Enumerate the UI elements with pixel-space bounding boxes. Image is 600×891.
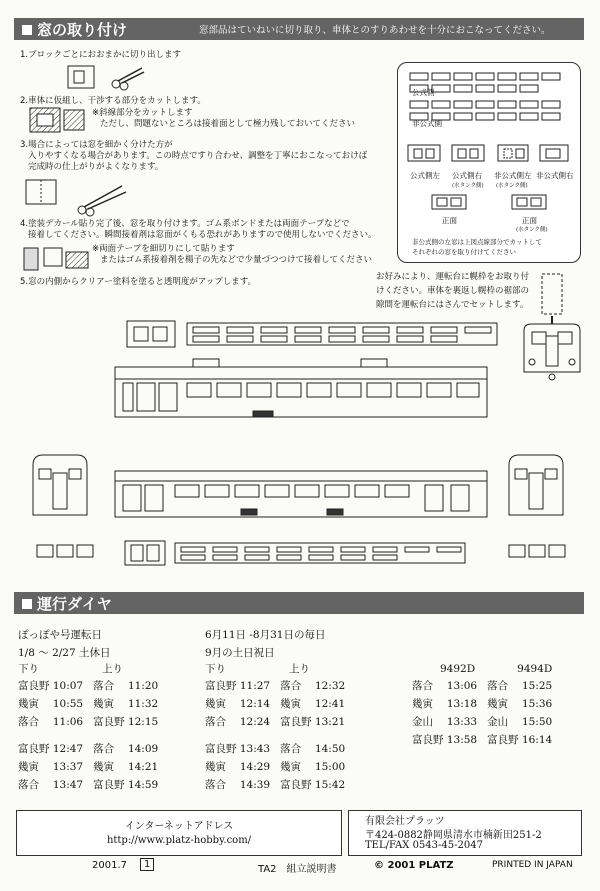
gangway-note-1: お好みにより、運転台に幌枠をお取り付 (376, 272, 530, 282)
step-2-sub-2: ただし、問題ないところは接着面として極力残しておいてください (100, 119, 356, 129)
label-non-official-left: 非公式側左 (494, 171, 532, 180)
gangway-note-3: 隙間を運転台にはさんでセットします。 (376, 300, 529, 310)
label-non-official-right: 非公式側右 (536, 171, 574, 180)
tank-note-2: (水タンク側) (496, 183, 528, 189)
front-label-2: 正面 (522, 216, 537, 225)
car-body-drawings (15, 315, 585, 575)
step-4-sub-1: ※両面テープを細切りにして貼ります (92, 244, 235, 254)
step-3-line-2: 入りやすくなる場合があります。この時点ですり合わせ、調整を丁寧におこなっておけば (28, 151, 368, 161)
cab-window-set (404, 143, 576, 165)
col1-heading-1: ぽっぽや号運転日 (18, 629, 102, 641)
front-label-1: 正面 (442, 216, 457, 225)
col1-row: 富良野 12:47 落合 14:09 (18, 743, 159, 755)
step-4-line-1: 4.塗装デカール貼り完了後、窓を取り付けます。ゴム系ボンドまたは両面テープなどで (20, 219, 350, 229)
footer-printed: PRINTED IN JAPAN (492, 860, 573, 870)
window-section-header (14, 18, 584, 40)
footer-page-number: 1 (140, 858, 154, 871)
label-official-right: 公式側右 (452, 171, 482, 180)
cut-out-illustration (60, 62, 150, 94)
col1-row: 落合 11:06 富良野 12:15 (18, 716, 159, 728)
col2-directions: 下り 上り (205, 663, 310, 675)
non-official-side-label: 非公式側 (412, 119, 442, 128)
step-5: 5.窓の内側からクリアー塗料を塗ると透明度がアップします。 (20, 277, 257, 287)
col1-heading-2: 1/8 ～ 2/27 土休日 (18, 647, 111, 659)
col1-directions: 下り 上り (18, 663, 123, 675)
step-1: 1.ブロックごとにおおまかに切り出します (20, 50, 181, 60)
footer-date: 2001.7 (92, 860, 127, 871)
tank-note-1: (水タンク側) (452, 183, 484, 189)
col1-row: 幾寅 13:37 幾寅 14:21 (18, 761, 159, 773)
gangway-note-2: けください。車体を裏返し幌枠の裾部の (376, 286, 530, 296)
scissors-icon (112, 68, 144, 90)
hatched-cut-illustration (28, 106, 88, 136)
col2-row: 幾寅 14:29 幾寅 15:00 (205, 761, 346, 773)
step-2: 2.車体に仮組し、干渉する部分をカットします。 (20, 96, 206, 106)
col2-heading-2: 9月の土日祝日 (205, 647, 275, 659)
front-tank-note: (水タンク側) (516, 227, 548, 233)
col2-heading-1: 6月11日 -8月31日の毎日 (205, 629, 326, 641)
step-4-sub-2: またはゴム系接着剤を楊子の先などで少量づつつけて接着してください (100, 255, 373, 265)
panel-note-1: 非公式側の左窓は上図点線部分でカットして (412, 238, 542, 246)
col3-row: 落合 13:06 落合 15:25 (412, 680, 553, 692)
timetable-section-title: 運行ダイヤ (22, 593, 112, 614)
window-placement-panel (397, 62, 581, 263)
front-window-set (428, 191, 558, 213)
label-official-left: 公式側左 (410, 171, 440, 180)
company-box (348, 810, 582, 856)
col2-row: 富良野 13:43 落合 14:50 (205, 743, 346, 755)
step-2-sub-1: ※斜線部分をカットします (92, 108, 193, 118)
split-window-illustration (22, 176, 132, 218)
window-section-title: 窓の取り付け (22, 19, 127, 40)
timetable-section-header (14, 592, 584, 614)
col3-row: 金山 13:33 金山 15:50 (412, 716, 553, 728)
col2-row: 落合 14:39 富良野 15:42 (205, 779, 346, 791)
scissors-icon (78, 186, 126, 216)
col1-row: 富良野 10:07 落合 11:20 (18, 680, 159, 692)
col1-row: 落合 13:47 富良野 14:59 (18, 779, 159, 791)
internet-box (16, 810, 342, 856)
col2-row: 幾寅 12:14 幾寅 12:41 (205, 698, 346, 710)
window-section-note: 窓部品はていねいに切り取り、車体とのすりあわせを十分におこなってください。 (199, 25, 551, 36)
tape-illustration (22, 244, 92, 274)
footer-code: TA2 組立説明書 (258, 864, 337, 875)
step-3-line-3: 完成時の仕上がりがよくなります。 (28, 162, 164, 172)
footer-copyright: © 2001 PLATZ (374, 860, 454, 871)
col3-row: 幾寅 13:18 幾寅 15:36 (412, 698, 553, 710)
company-name: 有限会社プラッツ (365, 816, 445, 827)
step-4-line-2: 接着してください。瞬間接着剤は窓面がくもる恐れがありますので使用しないでください。 (28, 230, 377, 240)
col3-trains: 9492D 9494D (440, 663, 553, 675)
company-tel: TEL/FAX 0543-45-2047 (365, 840, 483, 851)
official-side-label: 公式側 (412, 88, 435, 97)
step-3-line-1: 3.場合によっては窓を細かく分けた方が (20, 140, 173, 150)
company-address: 〒424-0882静岡県清水市楠新田251-2 (365, 830, 542, 841)
col2-row: 落合 12:24 富良野 13:21 (205, 716, 346, 728)
col3-row: 富良野 13:58 富良野 16:14 (412, 734, 553, 746)
col1-row: 幾寅 10:55 幾寅 11:32 (18, 698, 159, 710)
website-link[interactable]: http://www.platz-hobby.com/ (106, 835, 252, 846)
panel-note-2: それぞれの窓を取り付けてください (412, 248, 516, 256)
internet-label: インターネットアドレス (124, 821, 234, 832)
col2-row: 富良野 11:27 落合 12:32 (205, 680, 346, 692)
